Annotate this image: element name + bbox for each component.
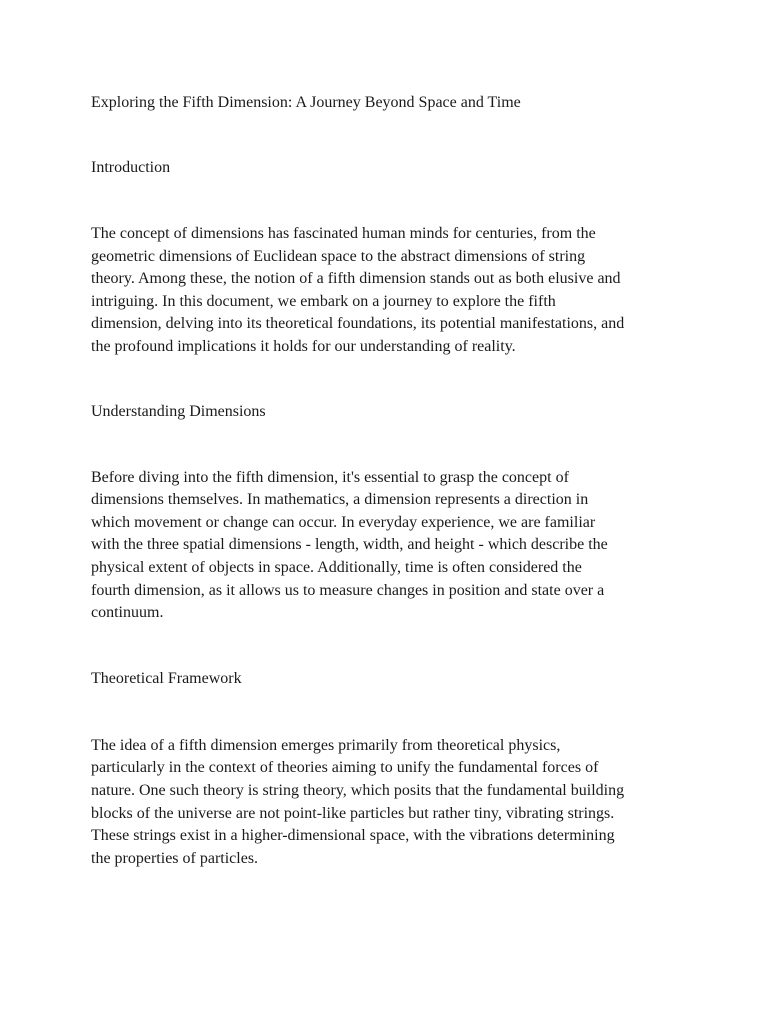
paragraph-line: theory. Among these, the notion of a fifth dimension stands out as both elusive and bbox=[91, 270, 621, 288]
paragraph-line: The concept of dimensions has fascinated human minds for centuries, from the bbox=[91, 225, 596, 242]
paragraph-line: nature. One such theory is string theory, which posits that the fundamental building bbox=[91, 781, 625, 799]
paragraph-line: the properties of particles. bbox=[91, 849, 259, 867]
paragraph-line: blocks of the universe are not point-like particles but rather tiny, vibrating strings. bbox=[91, 804, 615, 822]
paragraph-line: continuum. bbox=[91, 604, 164, 622]
paragraph-line: particularly in the context of theories aiming to unify the fundamental forces of bbox=[91, 759, 599, 777]
paragraph-understanding-dimensions bbox=[91, 467, 691, 625]
paragraph-line: which movement or change can occur. In everyday experience, we are familiar bbox=[91, 513, 596, 531]
section-heading-understanding-dimensions: Understanding Dimensions bbox=[91, 402, 266, 420]
paragraph-line: These strings exist in a higher-dimensional space, with the vibrations determining bbox=[91, 827, 615, 845]
document-title: Exploring the Fifth Dimension: A Journey Beyond Space and Time bbox=[91, 94, 521, 111]
paragraph-line: physical extent of objects in space. Additionally, time is often considered the bbox=[91, 558, 582, 576]
paragraph-theoretical-framework bbox=[91, 735, 691, 871]
section-heading-theoretical-framework: Theoretical Framework bbox=[91, 669, 242, 687]
paragraph-line: dimension, delving into its theoretical foundations, its potential manifestations, and bbox=[91, 315, 625, 333]
paragraph-line: Before diving into the fifth dimension, it's essential to grasp the concept of bbox=[91, 468, 569, 486]
paragraph-line: The idea of a fifth dimension emerges primarily from theoretical physics, bbox=[91, 736, 561, 754]
paragraph-line: geometric dimensions of Euclidean space to the abstract dimensions of string bbox=[91, 247, 586, 265]
paragraph-line: with the three spatial dimensions - length, width, and height - which describe the bbox=[91, 536, 608, 554]
paragraph-line: fourth dimension, as it allows us to measure changes in position and state over a bbox=[91, 581, 605, 599]
paragraph-line: dimensions themselves. In mathematics, a dimension represents a direction in bbox=[91, 491, 589, 509]
paragraph-line: intriguing. In this document, we embark on a journey to explore the fifth bbox=[91, 292, 556, 310]
section-heading-introduction: Introduction bbox=[91, 159, 171, 176]
paragraph-line: the profound implications it holds for our understanding of reality. bbox=[91, 337, 516, 355]
paragraph-introduction bbox=[91, 223, 691, 359]
document-body bbox=[91, 91, 691, 870]
